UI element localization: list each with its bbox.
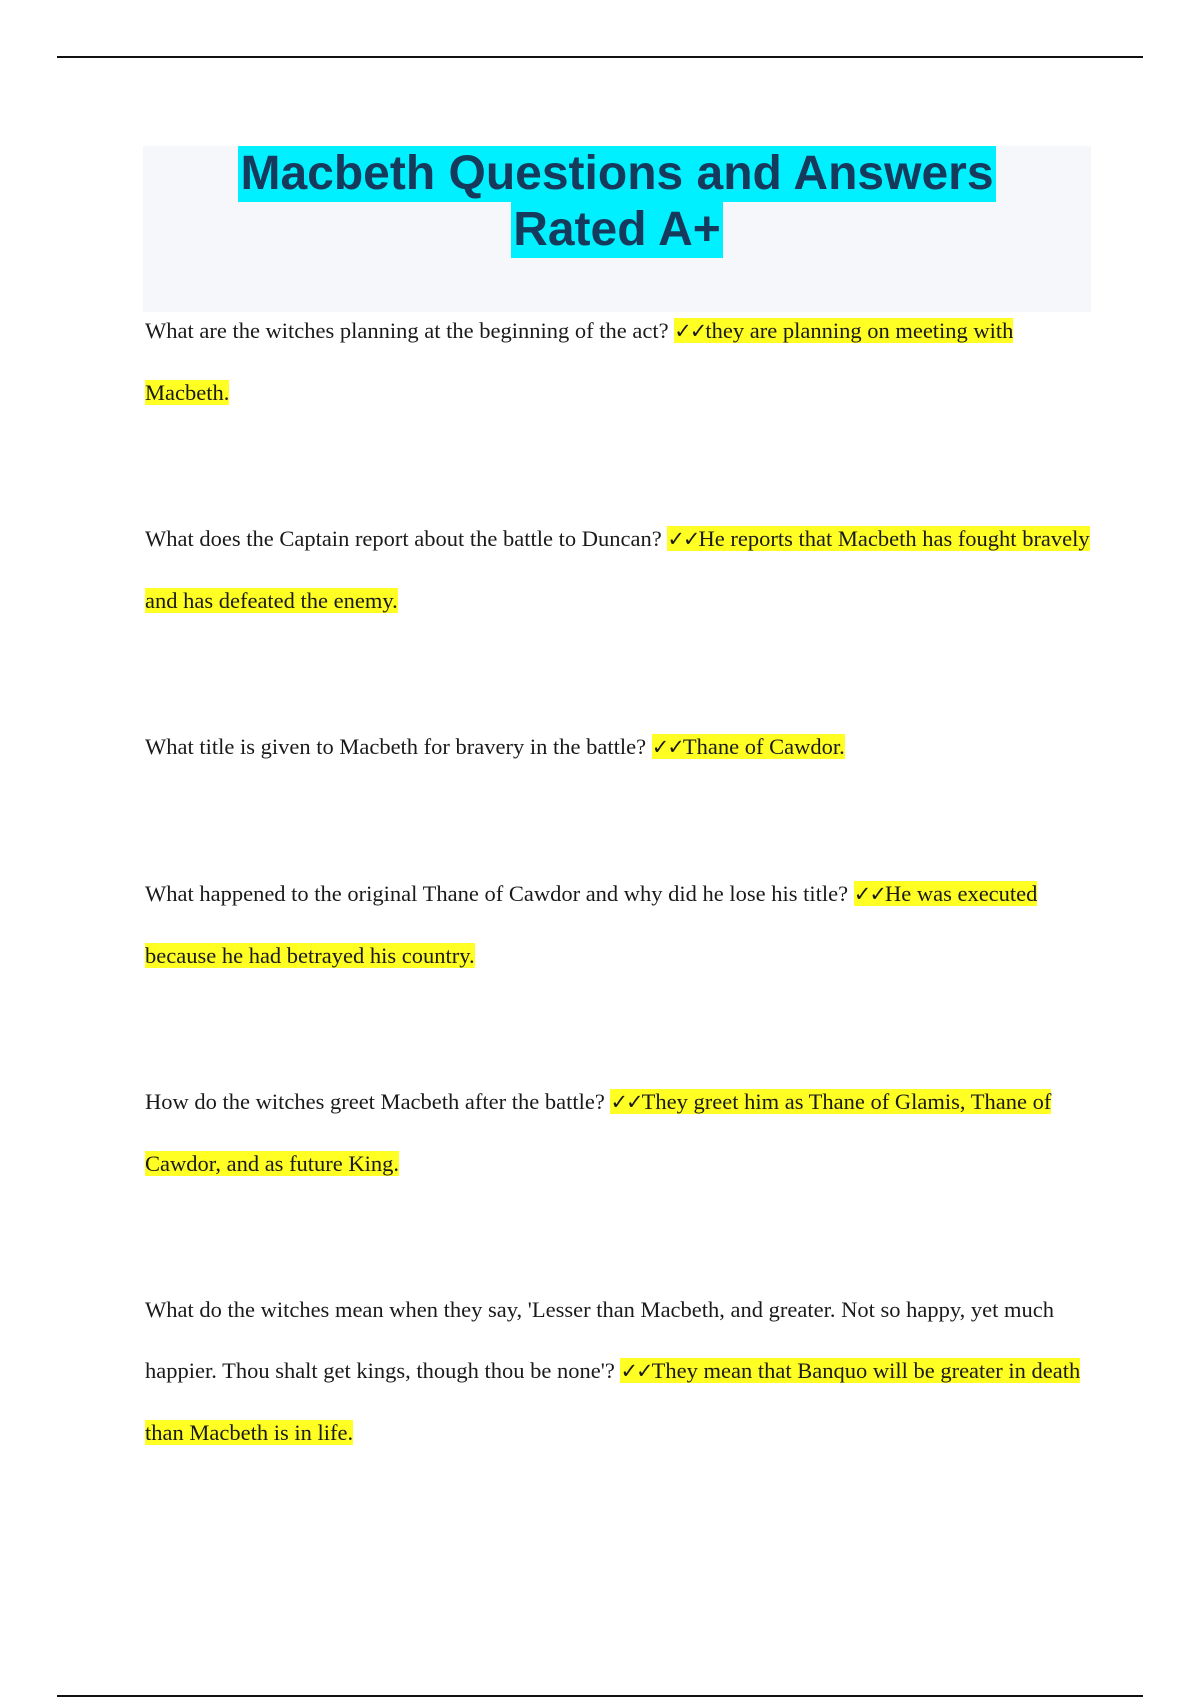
check-mark-icon: ✓✓	[620, 1359, 652, 1383]
check-mark-icon: ✓✓	[667, 527, 699, 551]
question-text: What title is given to Macbeth for bravery in the battle?	[145, 734, 647, 759]
answer-text: Thane of Cawdor.	[682, 734, 845, 759]
qa-list	[145, 300, 1090, 1463]
question-text: What do the witches mean when they say, 'Lesser than Macbeth, and greater. Not so happy, yet much happier. Thou shalt get kings, though thou be none'?	[145, 1297, 1054, 1383]
check-mark-icon: ✓✓	[651, 735, 683, 759]
qa-item	[145, 300, 1090, 423]
answer-text: they are planning on meeting with Macbeth.	[145, 318, 1014, 405]
qa-item	[145, 863, 1090, 986]
question-text: How do the witches greet Macbeth after the battle?	[145, 1089, 605, 1114]
bottom-rule	[57, 1695, 1143, 1697]
title-block	[143, 146, 1091, 312]
qa-item	[145, 1279, 1090, 1463]
check-mark-icon: ✓✓	[610, 1090, 642, 1114]
qa-item	[145, 508, 1090, 631]
answer-text: He reports that Macbeth has fought bravely and has defeated the enemy.	[145, 526, 1090, 613]
top-rule	[57, 56, 1143, 58]
check-mark-icon: ✓✓	[674, 319, 706, 343]
answer-text: He was executed because he had betrayed his country.	[145, 881, 1038, 968]
answer-text: They greet him as Thane of Glamis, Thane of Cawdor, and as future King.	[145, 1089, 1052, 1176]
qa-item	[145, 1071, 1090, 1194]
check-mark-icon: ✓✓	[853, 882, 885, 906]
page-title-line-1: Macbeth Questions and Answers	[240, 147, 994, 200]
answer-text: They mean that Banquo will be greater in death than Macbeth is in life.	[145, 1358, 1081, 1445]
qa-item	[145, 716, 1090, 778]
question-text: What are the witches planning at the beginning of the act?	[145, 318, 669, 343]
page-title-line-2: Rated A+	[513, 203, 721, 256]
question-text: What happened to the original Thane of Cawdor and why did he lose his title?	[145, 881, 849, 906]
question-text: What does the Captain report about the battle to Duncan?	[145, 526, 662, 551]
